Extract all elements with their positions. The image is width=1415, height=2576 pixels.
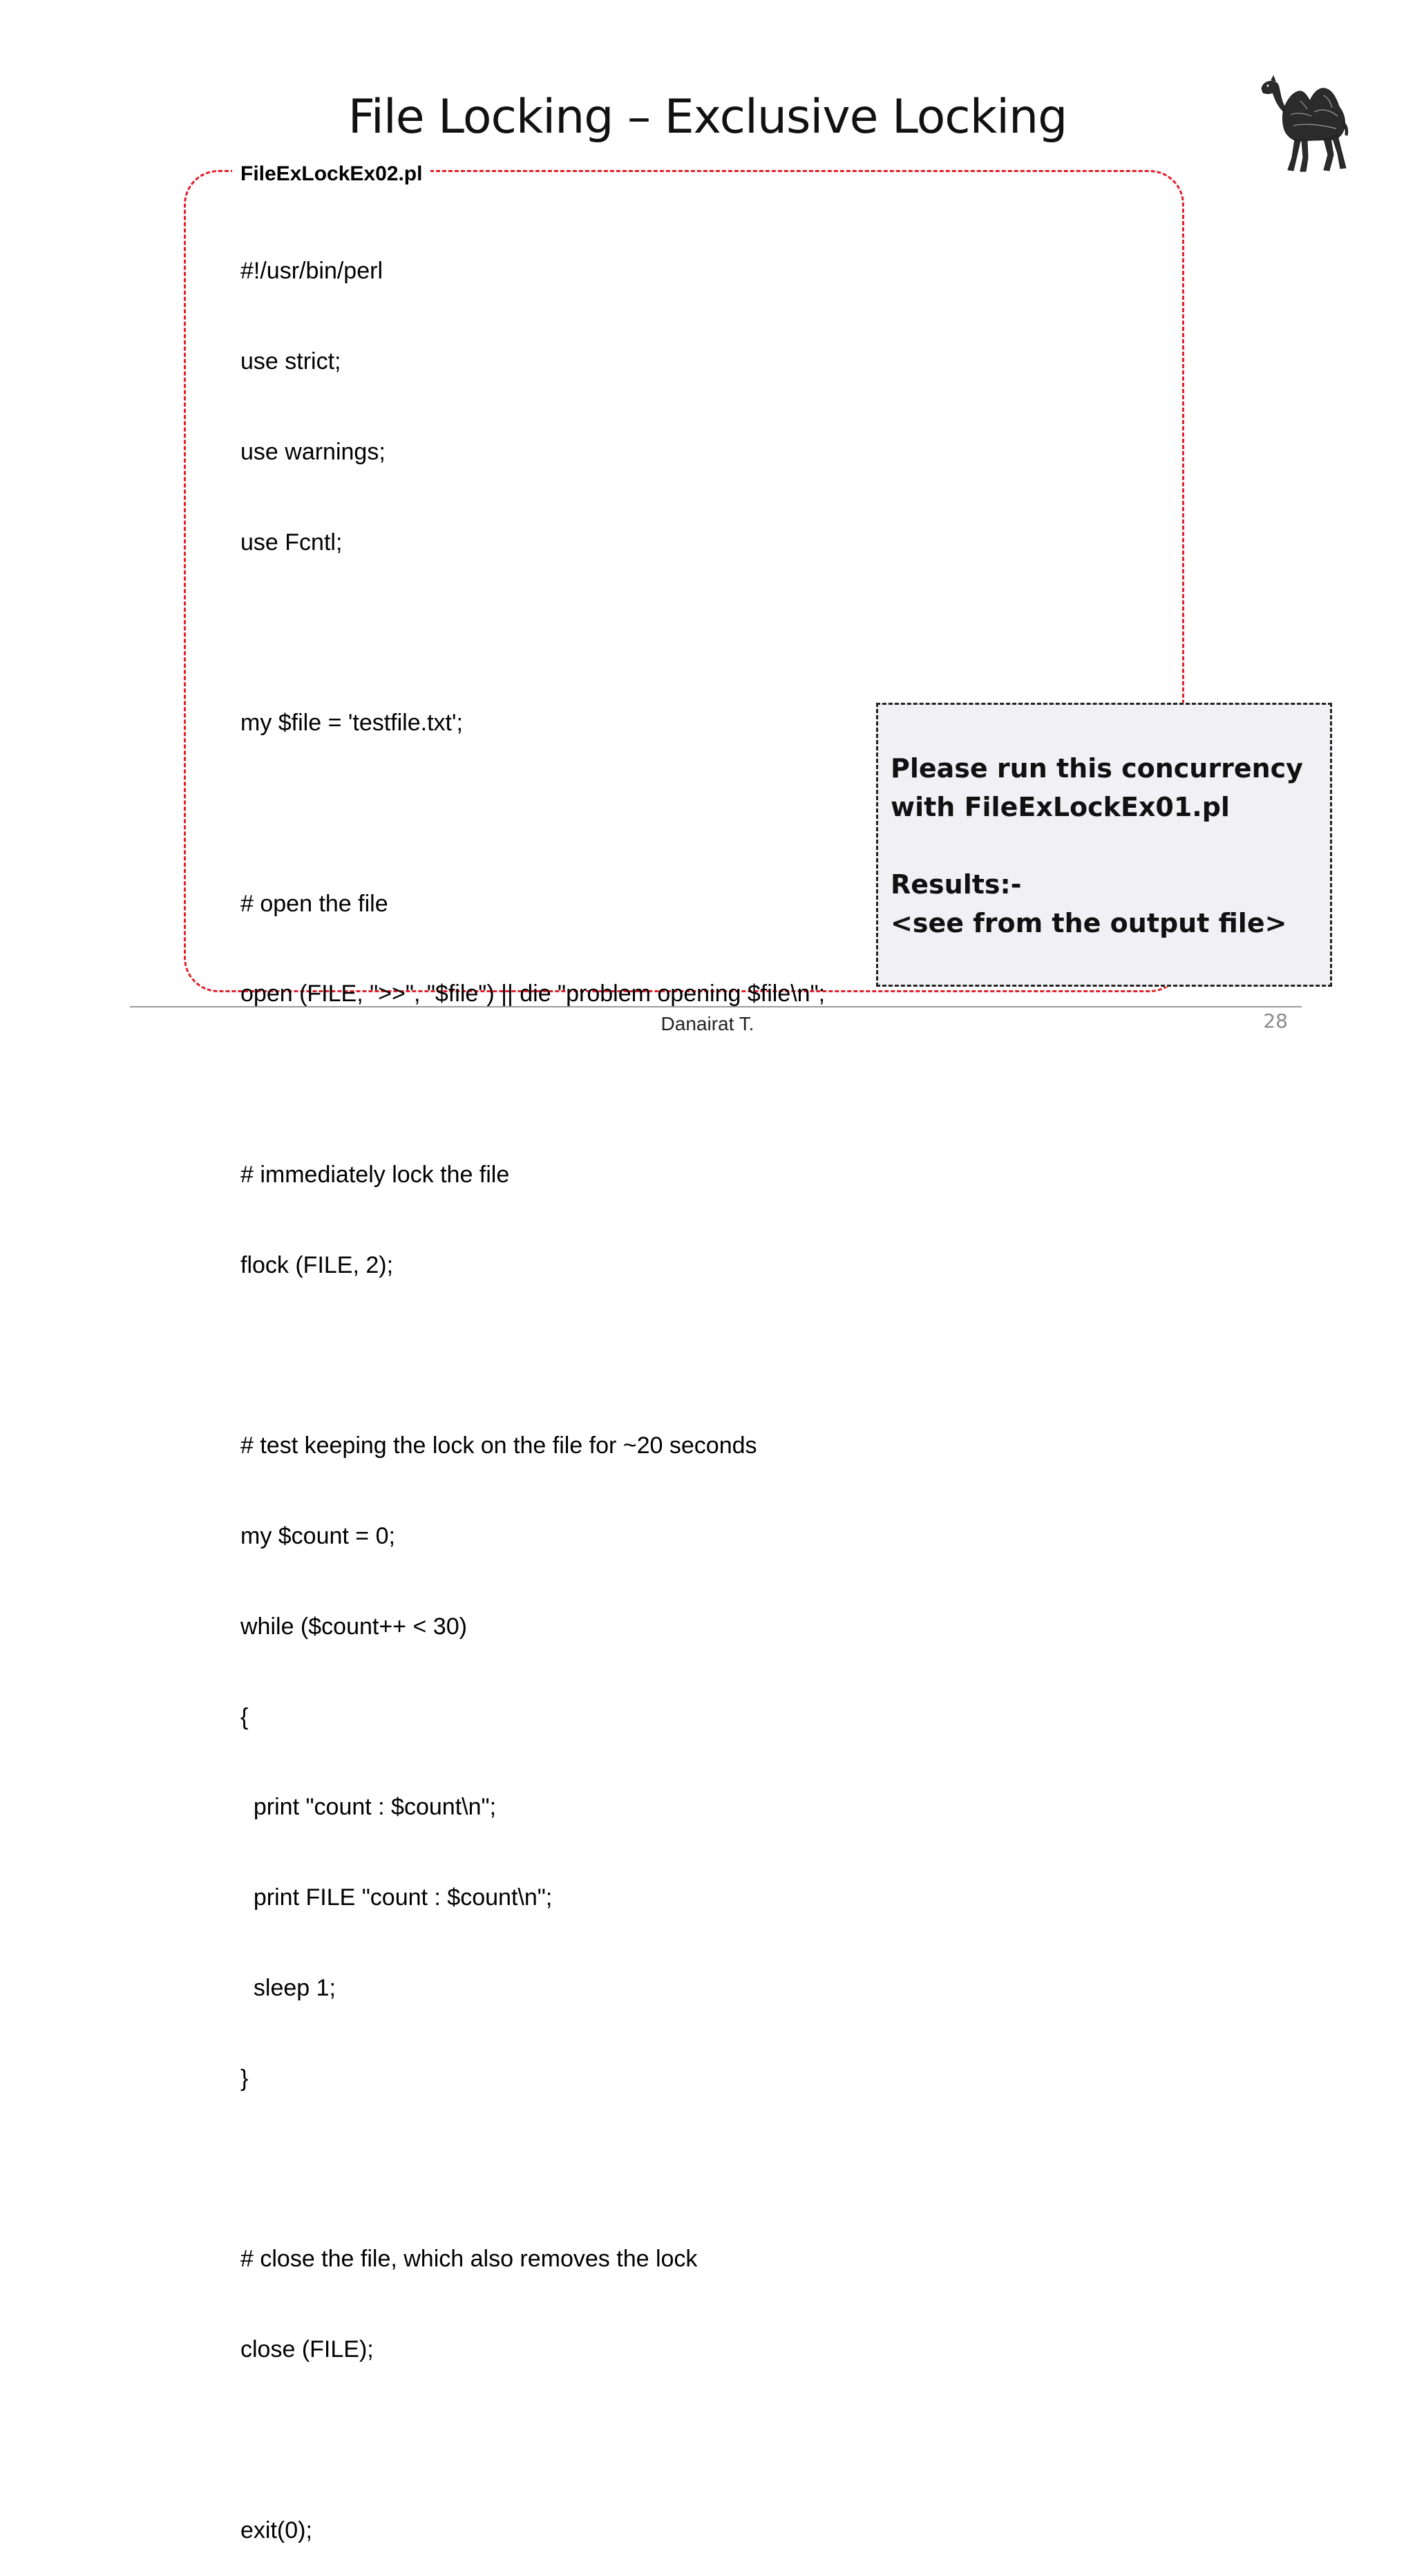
instruction-note-box — [876, 703, 1332, 987]
note-line: <see from the output file> — [891, 908, 1287, 938]
code-block — [240, 196, 825, 2576]
code-line: } — [240, 2065, 249, 2092]
code-line: # close the file, which also removes the lock — [240, 2246, 698, 2273]
code-line: use Fcntl; — [240, 529, 343, 556]
code-line: while ($count++ < 30) — [240, 1613, 467, 1640]
code-line: use warnings; — [240, 438, 386, 465]
code-line: flock (FILE, 2); — [240, 1251, 394, 1278]
code-line — [240, 1070, 825, 1100]
code-line — [240, 618, 825, 648]
note-line: with FileExLockEx01.pl — [891, 792, 1230, 822]
code-line: exit(0); — [240, 2517, 312, 2544]
code-line: print FILE "count : $count\n"; — [240, 1884, 553, 1911]
code-line: close (FILE); — [240, 2336, 374, 2363]
code-filename-label: FileExLockEx02.pl — [232, 160, 430, 188]
code-line: { — [240, 1703, 249, 1730]
code-line: print "count : $count\n"; — [240, 1794, 497, 1821]
footer-author: Danairat T. — [661, 1013, 754, 1034]
code-line: # open the file — [240, 890, 388, 917]
code-line: use strict; — [240, 348, 341, 375]
code-line: my $count = 0; — [240, 1523, 395, 1550]
code-line: sleep 1; — [240, 1975, 336, 2002]
note-line — [891, 826, 1330, 865]
code-line — [240, 2154, 825, 2185]
code-line: open (FILE, ">>", "$file") || die "problem opening $file\n"; — [240, 981, 826, 1007]
code-line: my $file = 'testfile.txt'; — [240, 710, 463, 737]
slide-title: File Locking – Exclusive Locking — [348, 90, 1067, 144]
perl-camel-icon — [1256, 73, 1353, 177]
note-results-label: Results:- — [891, 869, 1022, 900]
note-line: Please run this concurrency — [891, 753, 1303, 784]
code-line: # immediately lock the file — [240, 1162, 510, 1188]
code-line: #!/usr/bin/perl — [240, 258, 383, 285]
code-line — [240, 2425, 825, 2456]
code-line: # test keeping the lock on the file for ~20 seconds — [240, 1432, 757, 1459]
footer-divider — [130, 1006, 1302, 1007]
code-line — [240, 1341, 825, 1372]
code-line — [240, 799, 825, 829]
page-number: 28 — [1263, 1010, 1288, 1032]
